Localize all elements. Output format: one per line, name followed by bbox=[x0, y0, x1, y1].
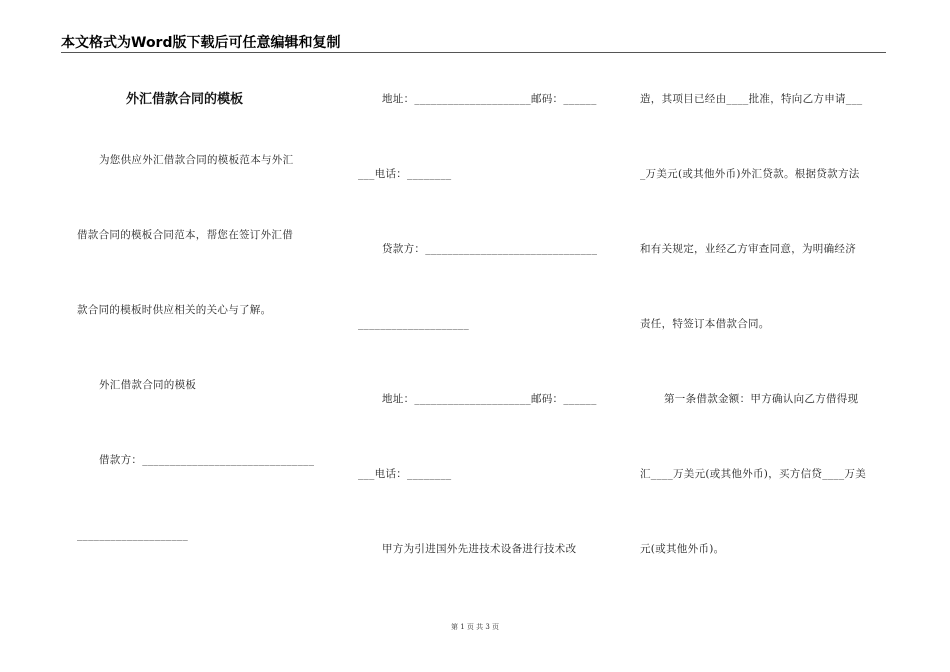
paragraph-line: 借款合同的模板合同范本，帮您在签订外汇借 bbox=[77, 229, 293, 241]
paragraph-line: _万美元(或其他外币)外汇贷款。根据贷款方法 bbox=[640, 168, 860, 180]
page-number: 第 1 页 共 3 页 bbox=[450, 623, 500, 631]
blank-line: ____________________ bbox=[77, 529, 188, 541]
paragraph-line: 造，其项目已经由____批准，特向乙方申请___ bbox=[640, 93, 863, 105]
header-divider bbox=[61, 52, 886, 53]
paragraph-line: 和有关规定，业经乙方审查同意，为明确经济 bbox=[640, 243, 856, 255]
document-header: 本文格式为Word版下载后可任意编辑和复制 bbox=[61, 35, 341, 51]
borrower-field: 借款方：_______________________________ bbox=[99, 454, 315, 466]
blank-line: ____________________ bbox=[358, 318, 469, 330]
address-field: 地址：_____________________邮码：______ bbox=[382, 93, 597, 105]
paragraph-line: 为您供应外汇借款合同的模板范本与外汇 bbox=[99, 154, 294, 166]
phone-field: ___电话：________ bbox=[358, 168, 452, 180]
section-heading: 外汇借款合同的模板 bbox=[99, 379, 197, 391]
phone-field: ___电话：________ bbox=[358, 468, 452, 480]
article-heading: 第一条借款金额：甲方确认向乙方借得现 bbox=[664, 393, 859, 405]
paragraph-line: 汇____万美元(或其他外币)，买方信贷____万美 bbox=[640, 468, 866, 480]
paragraph-line: 款合同的模板时供应相关的关心与了解。 bbox=[77, 304, 272, 316]
document-title: 外汇借款合同的模板 bbox=[126, 92, 244, 107]
paragraph-line: 责任，特签订本借款合同。 bbox=[640, 318, 770, 330]
address-field: 地址：_____________________邮码：______ bbox=[382, 393, 597, 405]
paragraph-line: 甲方为引进国外先进技术设备进行技术改 bbox=[382, 543, 577, 555]
paragraph-line: 元(或其他外币)。 bbox=[640, 543, 725, 555]
lender-field: 贷款方：_______________________________ bbox=[382, 243, 598, 255]
